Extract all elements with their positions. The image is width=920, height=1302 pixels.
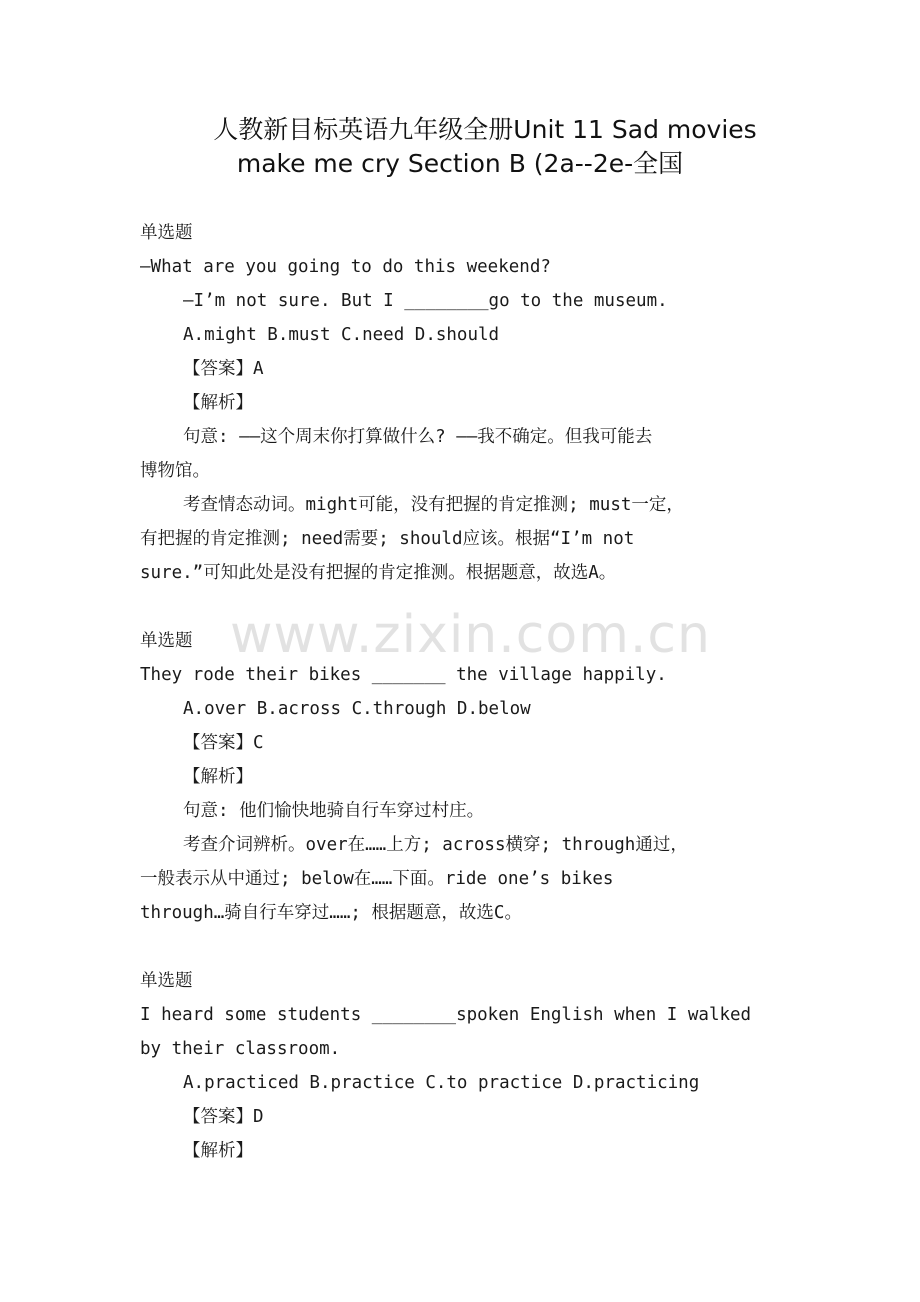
question-text: —What are you going to do this weekend? [140,257,551,277]
question-type-label: 单选题 [140,223,193,243]
analysis-text: sure.”可知此处是没有把握的肯定推测。根据题意，故选A。 [140,563,617,583]
document-title-line-2: make me cry Section B (2a--2e-全国 [236,149,684,178]
analysis-text: through…骑自行车穿过……; 根据题意，故选C。 [140,903,522,923]
analysis-text: 考查情态动词。might可能，没有把握的肯定推测; must一定， [183,495,684,515]
question-text: They rode their bikes _______ the village happily. [140,665,667,685]
analysis-text: 博物馆。 [140,461,210,481]
question-type-label: 单选题 [140,971,193,991]
analysis-text: 句意: ——这个周末你打算做什么? ——我不确定。但我可能去 [183,427,653,447]
analysis-text: 考查介词辨析。over在……上方; across横穿; through通过， [183,835,688,855]
analysis-text: 一般表示从中通过; below在……下面。ride one’s bikes [140,869,614,889]
question-options: A.might B.must C.need D.should [183,325,500,345]
document-title-line-1: 人教新目标英语九年级全册Unit 11 Sad movies [213,115,757,144]
analysis-text: 句意: 他们愉快地骑自行车穿过村庄。 [183,801,485,821]
answer-label: 【答案】D [183,1107,264,1127]
analysis-text: 有把握的肯定推测; need需要; should应该。根据“I’m not [140,529,635,549]
question-options: A.practiced B.practice C.to practice D.practicing [183,1073,700,1093]
question-text: I heard some students ________spoken English when I walked [140,1005,752,1025]
question-options: A.over B.across C.through D.below [183,699,531,719]
watermark: www.zixin.com.cn [230,605,711,665]
question-text: —I’m not sure. But I ________go to the museum. [183,291,668,311]
analysis-label: 【解析】 [183,1141,253,1161]
question-type-label: 单选题 [140,631,193,651]
question-text: by their classroom. [140,1039,341,1059]
answer-label: 【答案】C [183,733,264,753]
analysis-label: 【解析】 [183,767,253,787]
analysis-label: 【解析】 [183,393,253,413]
answer-label: 【答案】A [183,359,264,379]
